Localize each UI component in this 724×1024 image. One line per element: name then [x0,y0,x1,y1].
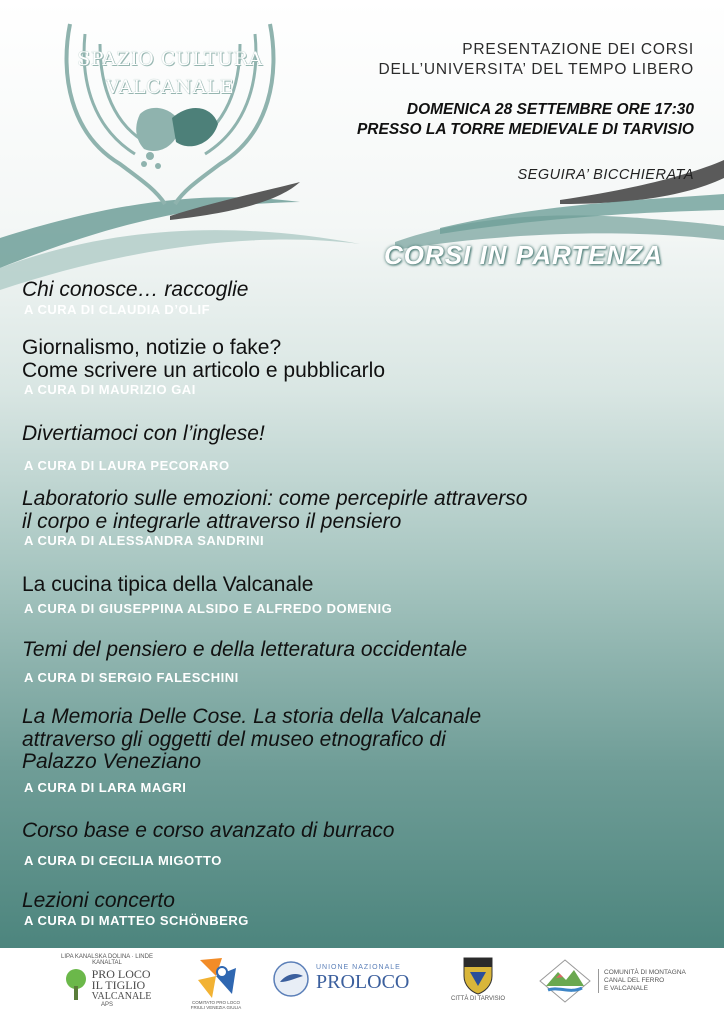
logo-line1: SPAZIO CULTURA [77,48,263,70]
date-line2: PRESSO LA TORRE MEDIEVALE DI TARVISIO [356,121,694,138]
course-title-line: Divertiamoci con l’inglese! [22,422,265,445]
tarvisio-caption: CITTÀ DI TARVISIO [450,996,505,1002]
comunita-montagna-logo [538,958,686,1004]
date-line1: DOMENICA 28 SETTEMBRE ORE 17:30 [406,101,694,118]
tarvisio-crest-logo [450,952,506,1002]
proloco-tiglio-line4: APS [100,1002,113,1008]
mountain-diamond-icon [538,958,592,1004]
course-item [22,488,712,548]
presentazione-line1: PRESENTAZIONE DEI CORSI [462,41,694,58]
comitato-proloco-logo [186,954,246,1010]
course-title-line: Giornalismo, notizie o fake? [22,336,282,359]
proloco-tiglio-line1: PRO LOCO [91,966,151,981]
course-item [22,423,712,473]
comunita-line3: E VALCANALE [604,985,648,992]
unione-proloco-logo [272,960,409,998]
proloco-tiglio-top: LIPA KANALSKA DOLINA · LINDE KANALTAL [61,954,153,966]
unione-line1: UNIONE NAZIONALE [316,964,401,971]
course-author: A CURA DI LAURA PECORARO [24,457,230,473]
course-author: A CURA DI MAURIZIO GAI [24,382,196,397]
course-title-line: Corso base e corso avanzato di burraco [22,819,395,842]
tree-icon [63,968,89,1002]
comitato-caption: COMITATO PRO LOCO FRIULI VENEZIA GIULIA [190,1000,242,1010]
comunita-line2: CANAL DEL FERRO [604,977,665,984]
course-item [22,890,712,928]
proloco-tiglio-line3: VALCANALE [91,990,152,1002]
corsi-title: CORSI IN PARTENZA [384,240,663,270]
course-author: A CURA DI CLAUDIA D’OLIF [24,301,211,317]
course-item [22,279,712,317]
unione-line2: PROLOCO [316,971,410,993]
globe-bird-icon [272,960,310,998]
course-item [22,820,712,868]
course-title-line: Palazzo Veneziano [22,750,202,773]
presentazione-text [378,40,694,80]
course-title-line: Temi del pensiero e della letteratura occidentale [22,638,468,661]
course-author: A CURA DI MATTEO SCHÖNBERG [24,912,249,928]
course-title-line: La cucina tipica della Valcanale [22,573,314,596]
presentazione-line2: DELL’UNIVERSITA’ DEL TEMPO LIBERO [378,61,694,78]
footer-logos [0,948,724,1024]
course-item [22,337,712,397]
course-item [22,574,712,616]
course-item [22,706,712,795]
logo-line2: VALCANALE [105,76,235,98]
course-author: A CURA DI GIUSEPPINA ALSIDO E ALFREDO DOMENIG [24,600,393,616]
course-author: A CURA DI LARA MAGRI [24,779,187,795]
course-title-line: La Memoria Delle Cose. La storia della Valcanale [22,705,482,728]
course-title-line: il corpo e integrarle attraverso il pensiero [22,509,402,533]
course-author: A CURA DI SERGIO FALESCHINI [24,669,239,685]
coat-of-arms-icon [460,952,496,996]
course-author: A CURA DI ALESSANDRA SANDRINI [24,533,265,548]
course-title-line: Laboratorio sulle emozioni: come percepirle attraverso [22,487,528,510]
course-item [22,639,712,685]
spazio-cultura-logo [40,14,300,209]
course-title-line: attraverso gli oggetti del museo etnografico di [22,727,446,751]
comitato-emblem-icon [192,954,240,1000]
course-title-line: Lezioni concerto [22,889,175,912]
hands-leaf-icon [40,14,300,209]
event-date [357,100,694,140]
course-title-line: Chi conosce… raccoglie [22,278,249,301]
proloco-tiglio-logo [52,954,162,1008]
seguira-text: SEGUIRA’ BICCHIERATA [517,167,694,183]
comunita-line1: COMUNITÀ DI MONTAGNA [604,969,686,976]
course-author: A CURA DI CECILIA MIGOTTO [24,852,222,868]
proloco-tiglio-line2: IL TIGLIO [91,977,146,992]
course-title-line: Come scrivere un articolo e pubblicarlo [22,358,385,382]
